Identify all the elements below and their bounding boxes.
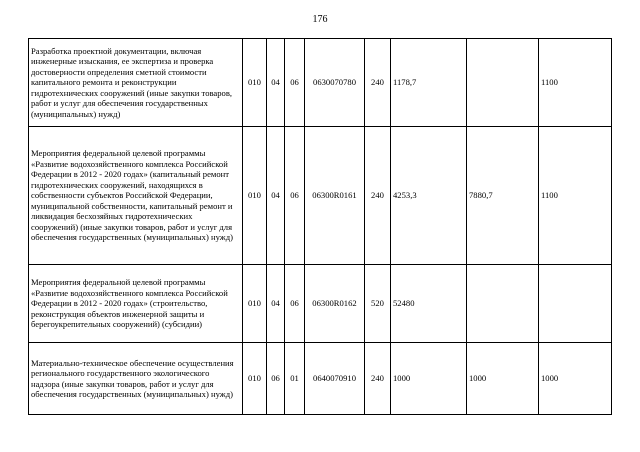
amount-2: 7880,7: [467, 127, 539, 265]
row-description: Мероприятия федеральной целевой программы «Развитие водохозяйственного комплекса Российской Федерации в 2012 - 2020 годах» (капитальный ремонт гидротехнических сооружений, находящихся в собственности субъектов Российской Федерации, муниципальной собственности, капитальный ремонт и ликвидация бесхозяйных гидротехнических сооружений) (иные закупки товаров, работ и услуг для обеспечения государственных (муниципальных) нужд): [29, 127, 243, 265]
subsection-code: 01: [285, 343, 305, 415]
expense-type-code: 520: [365, 265, 391, 343]
page-number: 176: [312, 14, 328, 25]
section-code: 04: [267, 127, 285, 265]
amount-2: 1000: [467, 343, 539, 415]
table-row: [29, 39, 612, 127]
section-code: 06: [267, 343, 285, 415]
budget-table-body: [29, 39, 612, 415]
row-description: Мероприятия федеральной целевой программы «Развитие водохозяйственного комплекса Российской Федерации в 2012 - 2020 годах» (строительство, реконструкция объектов инженерной защиты и берегоукрепительных сооружений) (субсидии): [29, 265, 243, 343]
ministry-code: 010: [243, 39, 267, 127]
ministry-code: 010: [243, 127, 267, 265]
amount-1: 1000: [391, 343, 467, 415]
amount-1: 1178,7: [391, 39, 467, 127]
table-row: [29, 265, 612, 343]
subsection-code: 06: [285, 127, 305, 265]
table-row: [29, 127, 612, 265]
target-article-code: 06300R0161: [305, 127, 365, 265]
amount-3: 1100: [539, 39, 612, 127]
budget-table: [28, 38, 612, 415]
section-code: 04: [267, 39, 285, 127]
table-row: [29, 343, 612, 415]
amount-3: 1100: [539, 127, 612, 265]
ministry-code: 010: [243, 343, 267, 415]
amount-3: 1000: [539, 343, 612, 415]
expense-type-code: 240: [365, 127, 391, 265]
subsection-code: 06: [285, 265, 305, 343]
target-article-code: 0640070910: [305, 343, 365, 415]
ministry-code: 010: [243, 265, 267, 343]
row-description: Разработка проектной документации, включая инженерные изыскания, ее экспертиза и проверка достоверности определения сметной стоимости капитального ремонта и реконструкции гидротехнических сооружений (иные закупки товаров, работ и услуг для обеспечения государственных (муниципальных) нужд): [29, 39, 243, 127]
section-code: 04: [267, 265, 285, 343]
amount-1: 52480: [391, 265, 467, 343]
target-article-code: 06300R0162: [305, 265, 365, 343]
row-description: Материально-техническое обеспечение осуществления регионального государственного экологического надзора (иные закупки товаров, работ и услуг для обеспечения государственных (муниципальных) нужд): [29, 343, 243, 415]
target-article-code: 0630070780: [305, 39, 365, 127]
expense-type-code: 240: [365, 39, 391, 127]
expense-type-code: 240: [365, 343, 391, 415]
subsection-code: 06: [285, 39, 305, 127]
amount-2: [467, 39, 539, 127]
amount-1: 4253,3: [391, 127, 467, 265]
amount-2: [467, 265, 539, 343]
amount-3: [539, 265, 612, 343]
